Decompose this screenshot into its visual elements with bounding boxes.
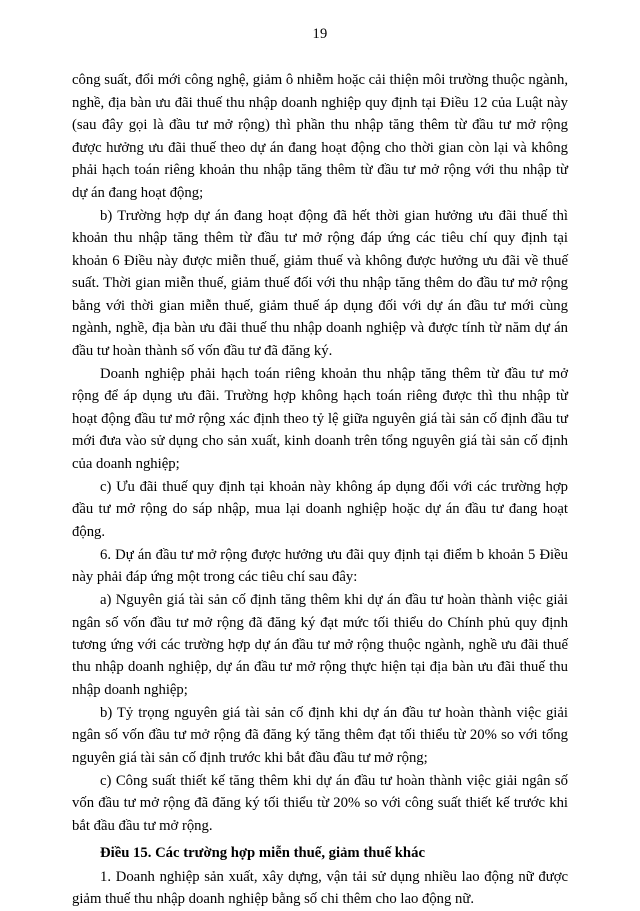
document-body xyxy=(72,69,568,910)
paragraph: c) Ưu đãi thuế quy định tại khoản này không áp dụng đối với các trường hợp đầu tư mở rộng do sáp nhập, mua lại doanh nghiệp hoặc dự án đầu tư đang hoạt động. xyxy=(72,478,568,540)
paragraph: công suất, đổi mới công nghệ, giảm ô nhiễm hoặc cải thiện môi trường thuộc ngành, nghề, địa bàn ưu đãi thuế thu nhập doanh nghiệp quy định tại Điều 12 của Luật này (sau đây gọi là đầu tư mở rộng) thì phần thu nhập tăng thêm từ đầu tư mở rộng được hưởng ưu đãi thuế theo dự án đang hoạt động cho thời gian còn lại và không phải hạch toán riêng khoản thu nhập tăng thêm từ đầu tư mở rộng với thu nhập từ dự án đang hoạt động; xyxy=(72,72,568,201)
section-heading: Điều 15. Các trường hợp miễn thuế, giảm thuế khác xyxy=(100,845,425,862)
paragraph: Doanh nghiệp phải hạch toán riêng khoản thu nhập tăng thêm từ đầu tư mở rộng để áp dụng ưu đãi. Trường hợp không hạch toán riêng được thì thu nhập từ hoạt động đầu tư mở rộng xác định theo tỷ lệ giữa nguyên giá tài sản cố định đầu tư mới đưa vào sử dụng cho sản xuất, kinh doanh trên tổng nguyên giá tài sản cố định của doanh nghiệp; xyxy=(72,365,568,472)
paragraph: c) Công suất thiết kế tăng thêm khi dự án đầu tư hoàn thành việc giải ngân số vốn đầu tư mở rộng đã đăng ký tối thiểu từ 20% so với công suất thiết kế trước khi bắt đầu đầu tư mở rộng. xyxy=(72,772,568,834)
paragraph: a) Nguyên giá tài sản cố định tăng thêm khi dự án đầu tư hoàn thành việc giải ngân số vốn đầu tư mở rộng đã đăng ký đạt mức tối thiểu do Chính phủ quy định tương ứng với các trường hợp dự án đầu tư mở rộng thuộc ngành, nghề ưu đãi thuế thu nhập doanh nghiệp, dự án đầu tư mở rộng thực hiện tại địa bàn ưu đãi thuế thu nhập doanh nghiệp; xyxy=(72,592,568,698)
paragraph: b) Trường hợp dự án đang hoạt động đã hết thời gian hưởng ưu đãi thuế thì khoản thu nhập tăng thêm từ đầu tư mở rộng đáp ứng các tiêu chí quy định tại khoản 6 Điều này được miễn thuế, giảm thuế và không được hưởng ưu đãi về thuế suất. Thời gian miễn thuế, giảm thuế đối với thu nhập tăng thêm do đầu tư mở rộng bằng với thời gian miễn thuế, giảm thuế áp dụng đối với dự án đầu tư mới cùng ngành, nghề, địa bàn ưu đãi thuế thu nhập doanh nghiệp và được tính từ năm dự án đầu tư hoàn thành số vốn đầu tư đã đăng ký. xyxy=(72,207,568,359)
paragraph: b) Tỷ trọng nguyên giá tài sản cố định khi dự án đầu tư hoàn thành việc giải ngân số vốn đầu tư mở rộng đã đăng ký tăng thêm đạt tối thiểu từ 20% so với tổng nguyên giá tài sản cố định trước khi bắt đầu đầu tư mở rộng; xyxy=(72,704,568,766)
paragraph: 6. Dự án đầu tư mở rộng được hưởng ưu đãi quy định tại điểm b khoản 5 Điều này phải đáp ứng một trong các tiêu chí sau đây: xyxy=(72,546,568,586)
page-number: 19 xyxy=(312,26,328,42)
paragraph: 1. Doanh nghiệp sản xuất, xây dựng, vận tải sử dụng nhiều lao động nữ được giảm thuế thu nhập doanh nghiệp bằng số chi thêm cho lao động nữ. xyxy=(72,868,568,908)
